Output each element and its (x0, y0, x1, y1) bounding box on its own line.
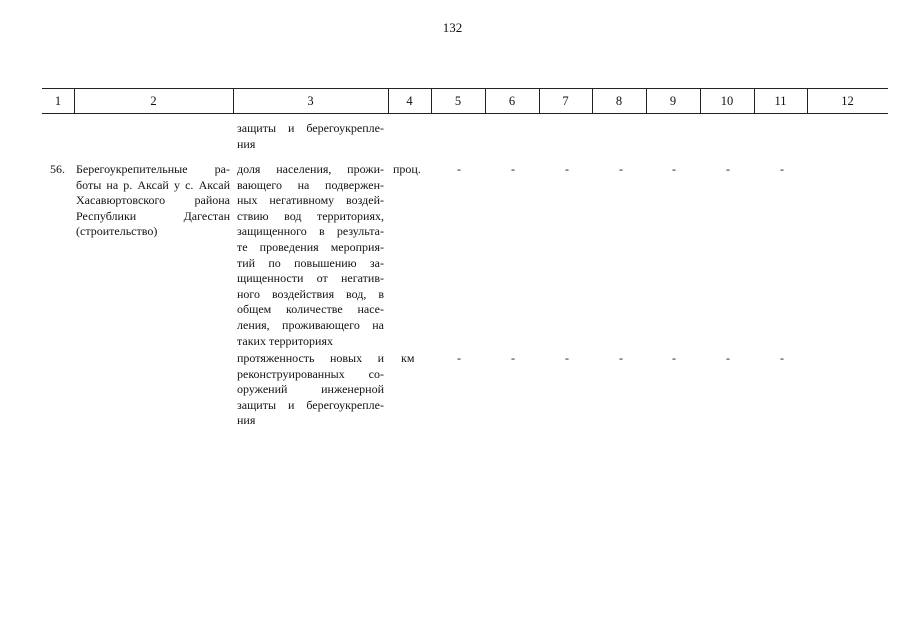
indicator-line: доля населения, прожи- (237, 162, 384, 176)
continuation-line: защиты и берегоукрепле- (237, 121, 384, 135)
indicator-1-value: - (780, 162, 784, 176)
indicator-2-value: - (511, 351, 515, 365)
indicator-2-value: - (672, 351, 676, 365)
indicator-line: щищенности от негатив- (237, 271, 384, 286)
header-cell-2: 2 (150, 94, 157, 108)
indicator-1-value: - (565, 162, 569, 176)
item-name-line: (строительство) (76, 224, 158, 239)
indicator-line: ных негативному воздей- (237, 193, 384, 208)
item-name-line: Хасавюртовского района (76, 193, 230, 208)
indicator-1-value: - (726, 162, 730, 176)
header-cell-8: 8 (615, 94, 623, 108)
indicator-line: те проведения мероприя- (237, 239, 384, 254)
indicator-line: защищенного в результа- (237, 224, 384, 239)
header-cell-7: 7 (562, 94, 569, 108)
header-cell-1: 1 (54, 94, 62, 108)
header-cell-4: 4 (406, 94, 413, 108)
indicator-line: реконструированных со- (237, 366, 384, 381)
indicator-1-value: - (457, 162, 461, 176)
indicator-line: оружений инженерной (237, 382, 384, 397)
indicator-line: защиты и берегоукрепле- (237, 397, 384, 412)
indicator-1-value: - (619, 162, 623, 176)
indicator-2-description (237, 351, 384, 429)
header-cell-6: 6 (508, 94, 516, 108)
indicator-2-value: - (726, 351, 730, 365)
indicator-2-unit: км (401, 351, 415, 365)
continuation-text (237, 121, 384, 152)
header-cell-10: 10 (720, 94, 734, 108)
indicator-1-value: - (511, 162, 515, 176)
indicator-1-value: - (672, 162, 676, 176)
item-name-line: боты на р. Аксай у с. Аксай (76, 177, 230, 192)
item-name-line: Берегоукрепительные ра- (76, 162, 230, 176)
indicator-line: ствию вод территориях, (237, 208, 384, 223)
indicator-line: общем количестве насе- (237, 302, 384, 317)
header-cell-3: 3 (307, 94, 314, 108)
item-name (76, 162, 230, 240)
item-number: 56. (50, 162, 65, 176)
table-header-row (42, 88, 888, 114)
indicator-2-value: - (565, 351, 569, 365)
indicator-line: протяженность новых и (237, 351, 384, 365)
indicator-line: ного воздействия вод, в (237, 286, 384, 301)
indicator-2-value: - (619, 351, 623, 365)
indicator-1-description (237, 162, 384, 349)
indicator-2-value: - (457, 351, 461, 365)
header-cell-12: 12 (841, 94, 854, 108)
continuation-line: ния (237, 136, 256, 151)
indicator-line: ления, проживающего на (237, 317, 384, 332)
indicator-line: вающего на подвержен- (237, 177, 384, 192)
header-cell-9: 9 (669, 94, 677, 108)
indicator-line: таких территориях (237, 333, 333, 348)
header-cell-11: 11 (774, 94, 787, 108)
header-cell-5: 5 (454, 94, 462, 108)
indicator-2-value: - (780, 351, 784, 365)
indicator-line: ния (237, 413, 256, 428)
indicator-line: тий по повышению за- (237, 255, 384, 270)
page-number: 132 (442, 20, 463, 35)
indicator-1-unit: проц. (393, 162, 421, 176)
item-name-line: Республики Дагестан (76, 208, 230, 223)
